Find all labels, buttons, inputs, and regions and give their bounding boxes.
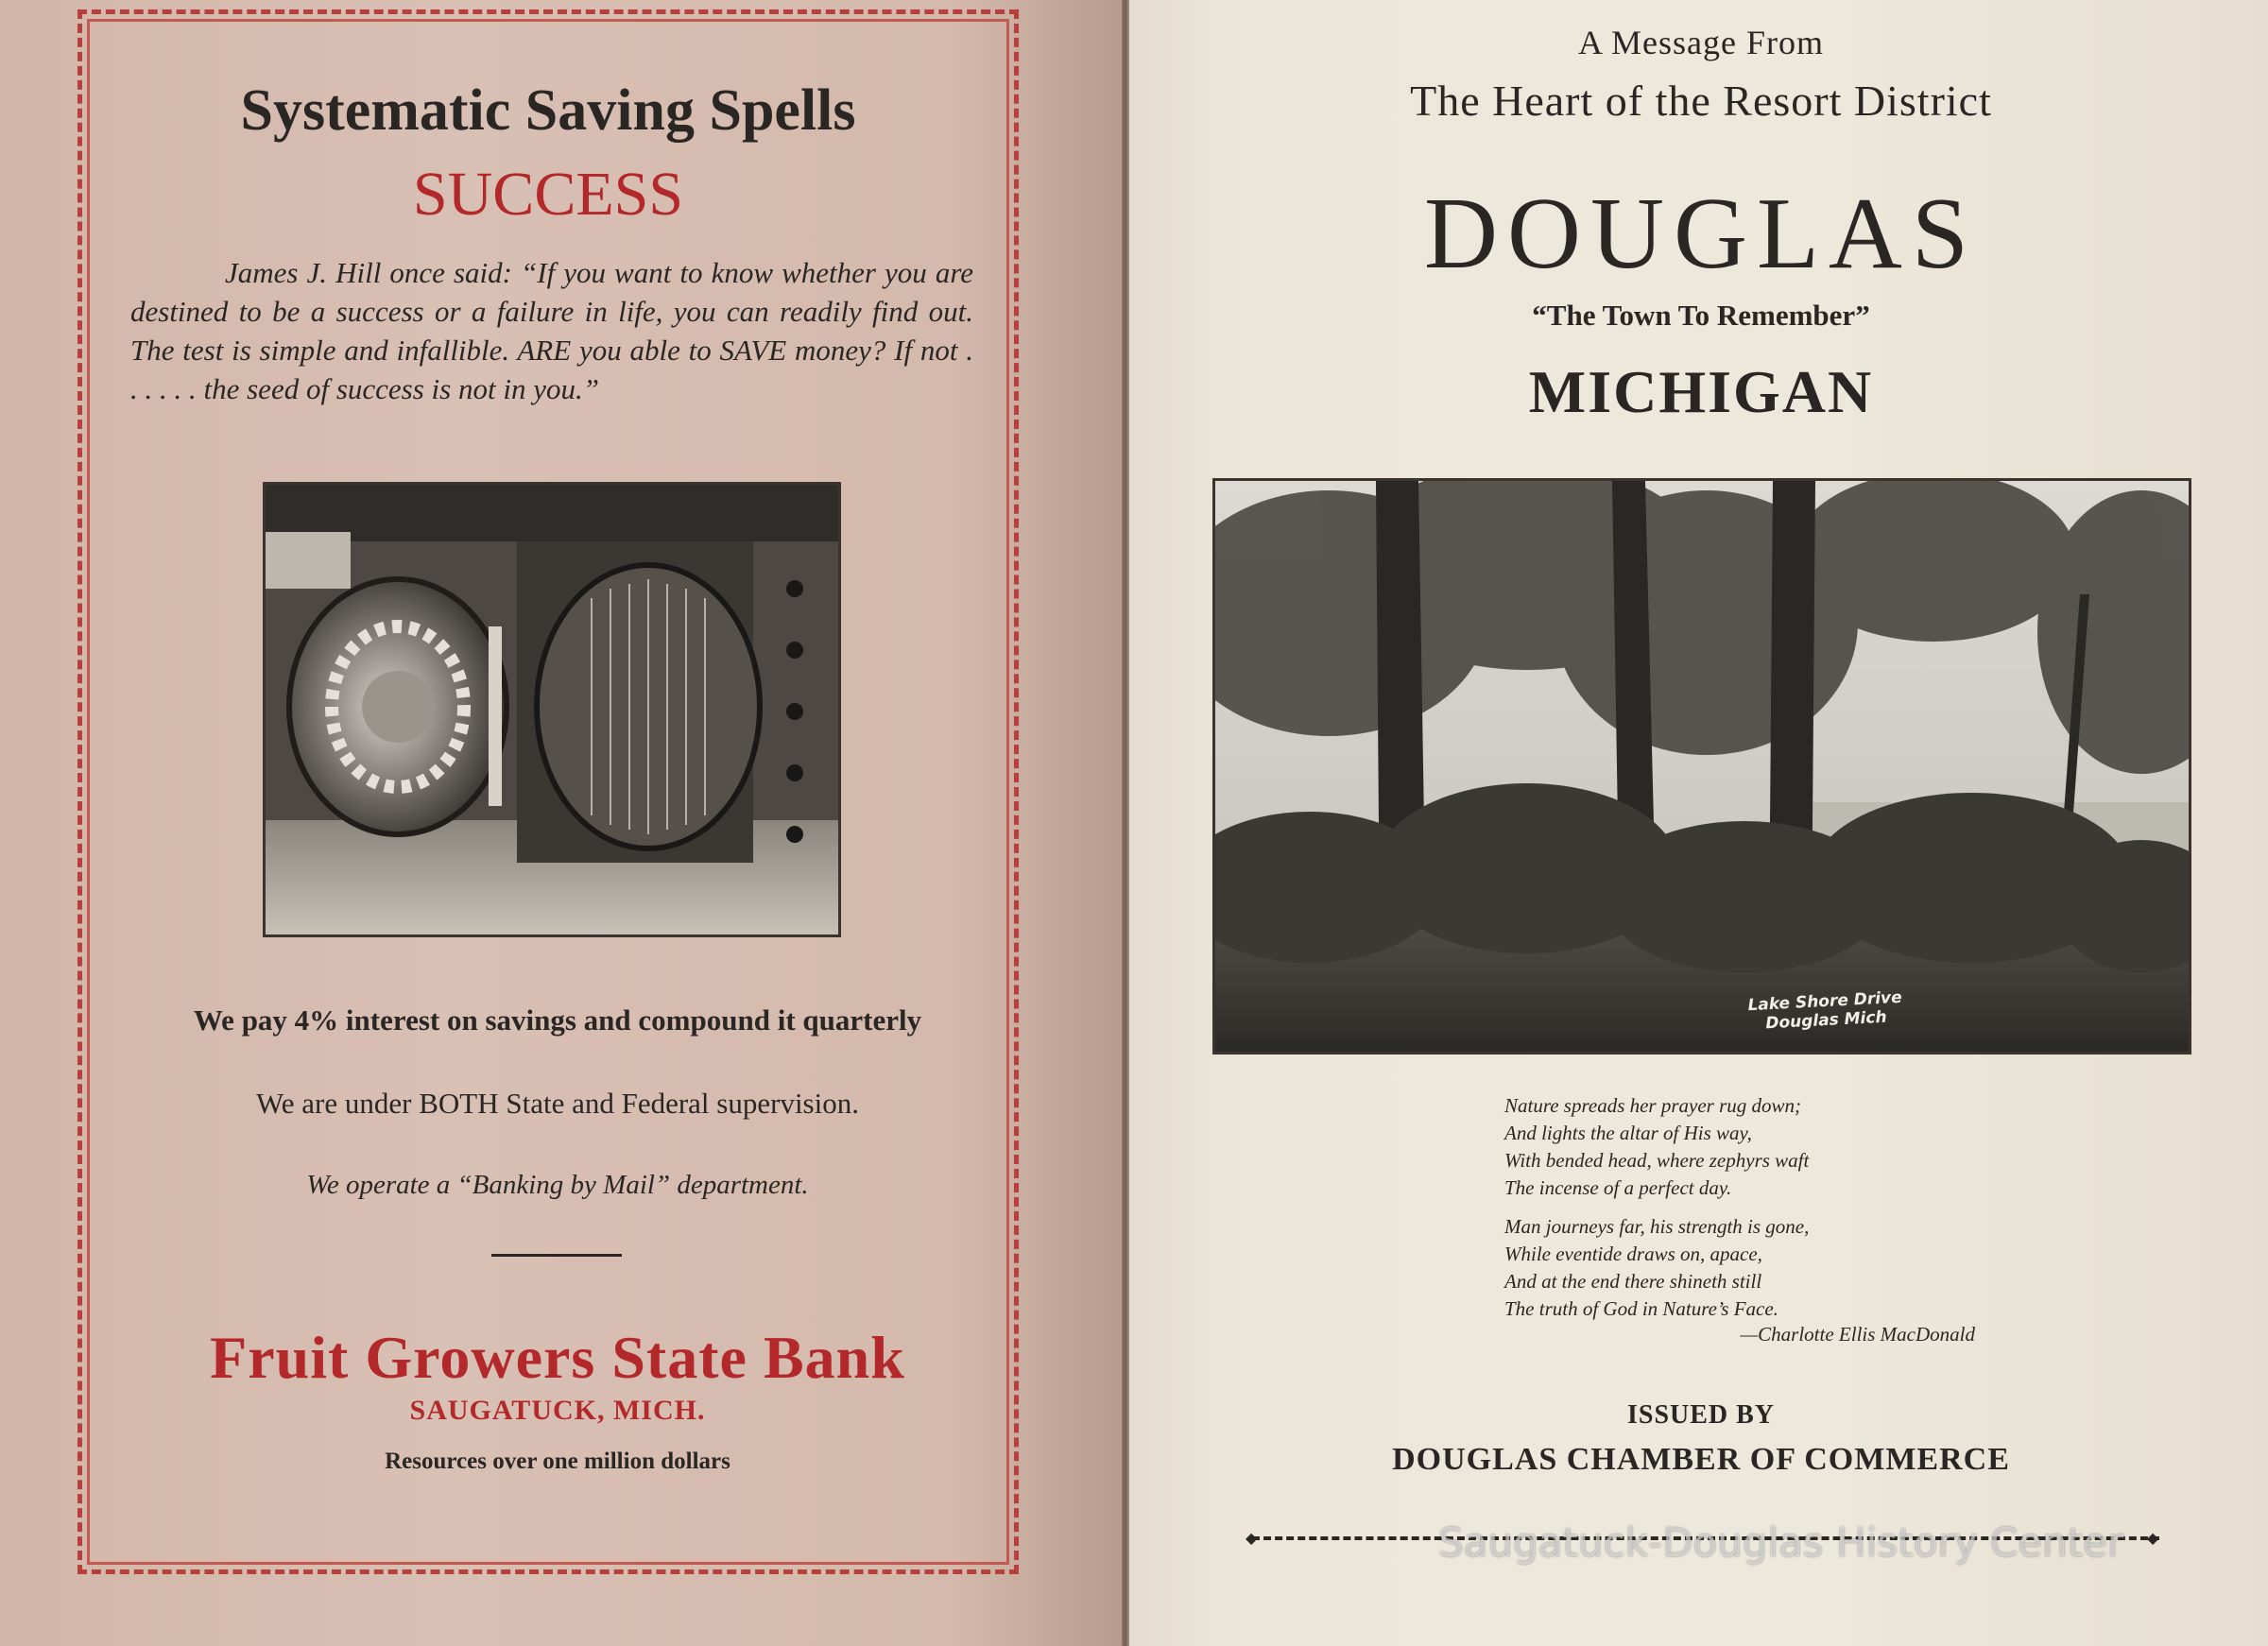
rule-ornament-right-icon: ◆ — [2147, 1529, 2159, 1547]
message-line-2: The Heart of the Resort District — [1410, 77, 1992, 125]
page-title: Systematic Saving Spells — [240, 78, 856, 143]
supervision-statement: We are under BOTH State and Federal supervision. — [256, 1087, 859, 1120]
poem-stanza-1 — [1504, 1092, 1996, 1202]
issuer-name: DOUGLAS CHAMBER OF COMMERCE — [1392, 1442, 2010, 1477]
poem-line: And at the end there shineth still — [1504, 1270, 1762, 1293]
bank-resources: Resources over one million dollars — [385, 1449, 730, 1474]
poem-line: Man journeys far, his strength is gone, — [1504, 1215, 1810, 1238]
bank-city: SAUGATUCK, MICH. — [409, 1395, 706, 1426]
town-title: DOUGLAS — [1423, 178, 1978, 290]
state-title: MICHIGAN — [1528, 358, 1874, 425]
lake-shore-photo — [1212, 478, 2191, 1054]
banking-by-mail-statement: We operate a “Banking by Mail” department. — [306, 1170, 809, 1200]
quote-paragraph: James J. Hill once said: “If you want to know whether you are destined to be a success or a failure in life, you can readily find out. The test is simple and infallible. ARE you able to SAVE money? If not . . . . . . the seed of success is not in you.” — [130, 256, 973, 405]
interest-statement: We pay 4% interest on savings and compound it quarterly — [193, 1003, 922, 1037]
poem-line: The incense of a perfect day. — [1504, 1176, 1732, 1199]
divider — [491, 1254, 622, 1257]
message-line-1: A Message From — [1578, 24, 1824, 61]
poem-stanza-2 — [1504, 1213, 1996, 1323]
poem-author: —Charlotte Ellis MacDonald — [1740, 1323, 1975, 1346]
rule-ornament-left-icon: ◆ — [1246, 1529, 1258, 1547]
book-spine — [1122, 0, 1129, 1646]
photo-caption: Lake Shore Drive Douglas Mich — [1747, 987, 1903, 1035]
bank-vault-photo — [263, 482, 841, 937]
town-tagline: “The Town To Remember” — [1532, 299, 1870, 332]
success-heading: SUCCESS — [412, 160, 684, 229]
poem-line: The truth of God in Nature’s Face. — [1504, 1297, 1778, 1320]
poem-line: While eventide draws on, apace, — [1504, 1243, 1762, 1265]
watermark: Saugatuck-Douglas History Center — [1438, 1519, 2124, 1566]
bank-name: Fruit Growers State Bank — [210, 1324, 905, 1391]
poem-line: With bended head, where zephyrs waft — [1504, 1149, 1810, 1172]
poem-line: Nature spreads her prayer rug down; — [1504, 1094, 1802, 1117]
poem-line: And lights the altar of His way, — [1504, 1122, 1752, 1144]
issued-by-label: ISSUED BY — [1626, 1400, 1776, 1430]
